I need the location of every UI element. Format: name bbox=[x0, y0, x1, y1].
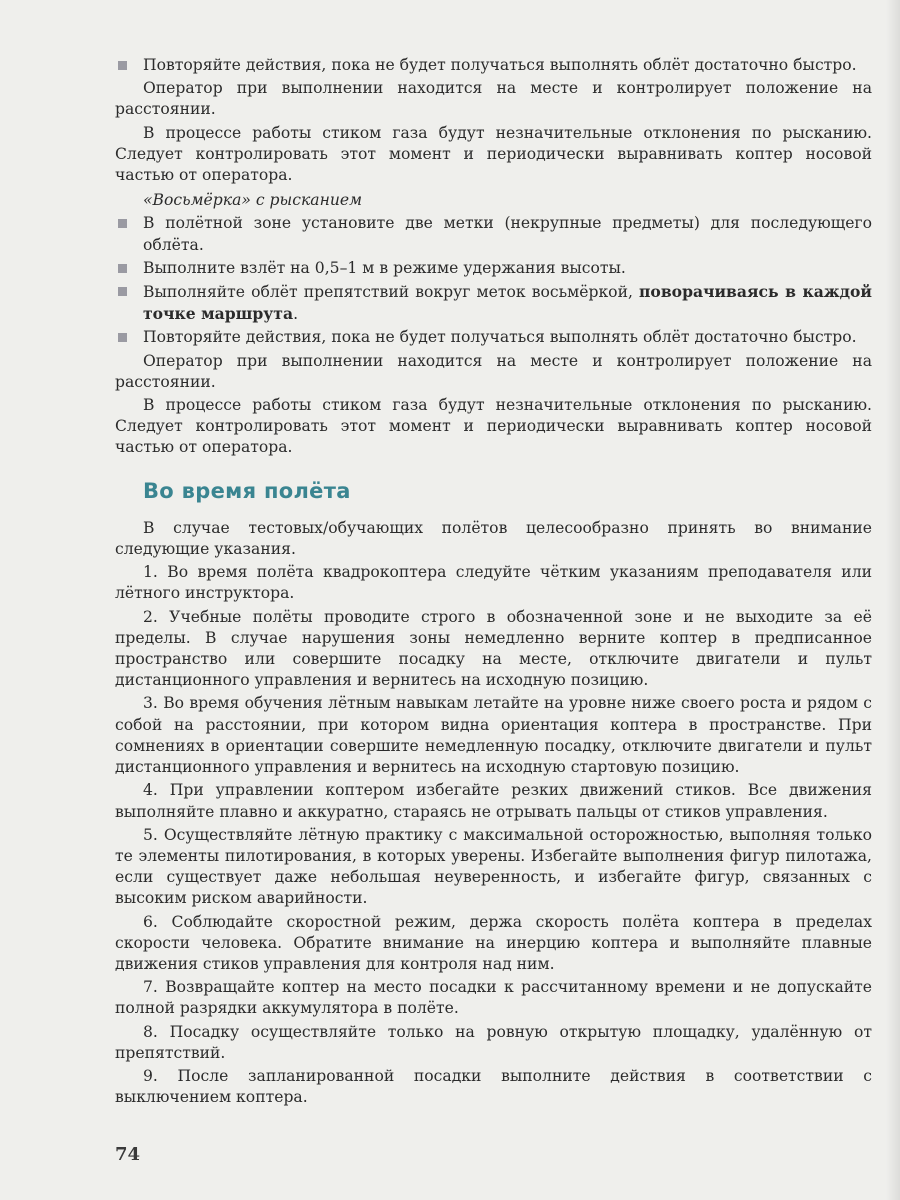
list-item: В полётной зоне установите две метки (некрупные предметы) для последующего облёта. bbox=[115, 213, 872, 255]
page-number: 74 bbox=[115, 1144, 141, 1165]
section-intro: В случае тестовых/обучающих полётов целесообразно принять во внимание следующие указания. bbox=[115, 518, 872, 559]
square-bullet-icon bbox=[118, 61, 127, 70]
numbered-item: 1. Во время полёта квадрокоптера следуйте чётким указаниям преподавателя или лётного инструктора. bbox=[115, 563, 872, 603]
paragraph: В процессе работы стиком газа будут незначительные отклонения по рысканию. Следует контролировать этот момент и периодически выравнивать коптер носовой частью от оператора. bbox=[115, 123, 872, 185]
page-edge-shadow bbox=[886, 0, 900, 1200]
numbered-item: 9. После запланированной посадки выполните действия в соответствии с выключением коптера. bbox=[115, 1066, 872, 1107]
square-bullet-icon bbox=[118, 219, 127, 228]
numbered-item: 4. При управлении коптером избегайте резких движений стиков. Все движения выполняйте плавно и аккуратно, стараясь не отрывать пальцы от стиков управления. bbox=[115, 781, 872, 821]
paragraph: Оператор при выполнении находится на месте и контролирует положение на расстоянии. bbox=[115, 79, 872, 119]
numbered-item: 2. Учебные полёты проводите строго в обозначенной зоне и не выходите за её пределы. В случае нарушения зоны немедленно верните коптер в предписанное пространство или совершите посадку на месте, отключите двигатели и пульт дистанционного управления и вернитесь на исходную позицию. bbox=[115, 607, 872, 690]
square-bullet-icon bbox=[118, 333, 127, 342]
numbered-item: 7. Возвращайте коптер на место посадки к рассчитанному времени и не допускайте полной разрядки аккумулятора в полёте. bbox=[115, 978, 872, 1018]
square-bullet-icon bbox=[118, 287, 127, 296]
list-item: Выполняйте облёт препятствий вокруг меток восьмёркой, поворачиваясь в каждой точке маршрута. bbox=[115, 281, 872, 325]
emphasis-text: поворачиваясь в каждой точке маршрута bbox=[143, 282, 872, 324]
numbered-item: 8. Посадку осуществляйте только на ровную открытую площадку, удалённую от препятствий. bbox=[115, 1022, 872, 1062]
list-item: Выполните взлёт на 0,5–1 м в режиме удержания высоты. bbox=[115, 258, 872, 279]
list-item: Повторяйте действия, пока не будет получаться выполнять облёт достаточно быстро. bbox=[115, 55, 872, 76]
numbered-item: 3. Во время обучения лётным навыкам летайте на уровне ниже своего роста и рядом с собой на расстоянии, при котором видна ориентация коптера в пространстве. При сомнениях в ориентации совершите немедленную посадку, отключите двигатели и пульт дистанционного управления и вернитесь на исходную стартовую позицию. bbox=[115, 694, 872, 777]
numbered-item: 5. Осуществляйте лётную практику с максимальной осторожностью, выполняя только те элементы пилотирования, в которых уверены. Избегайте выполнения фигур пилотажа, если существует даже небольшая неуверенность, и избегайте фигур, связанных с высоким риском аварийности. bbox=[115, 825, 872, 908]
numbered-item: 6. Соблюдайте скоростной режим, держа скорость полёта коптера в пределах скорости человека. Обратите внимание на инерцию коптера и выполняйте плавные движения стиков управления для контроля над ним. bbox=[115, 912, 872, 973]
square-bullet-icon bbox=[118, 264, 127, 273]
paragraph: Оператор при выполнении находится на месте и контролирует положение на расстоянии. bbox=[115, 351, 872, 391]
paragraph: В процессе работы стиком газа будут незначительные отклонения по рысканию. Следует контролировать этот момент и периодически выравнивать коптер носовой частью от оператора. bbox=[115, 396, 872, 457]
list-item: Повторяйте действия, пока не будет получаться выполнять облёт достаточно быстро. bbox=[115, 327, 872, 348]
exercise-subheading: «Восьмёрка» с рысканием bbox=[143, 191, 363, 210]
section-title: Во время полёта bbox=[143, 478, 351, 503]
